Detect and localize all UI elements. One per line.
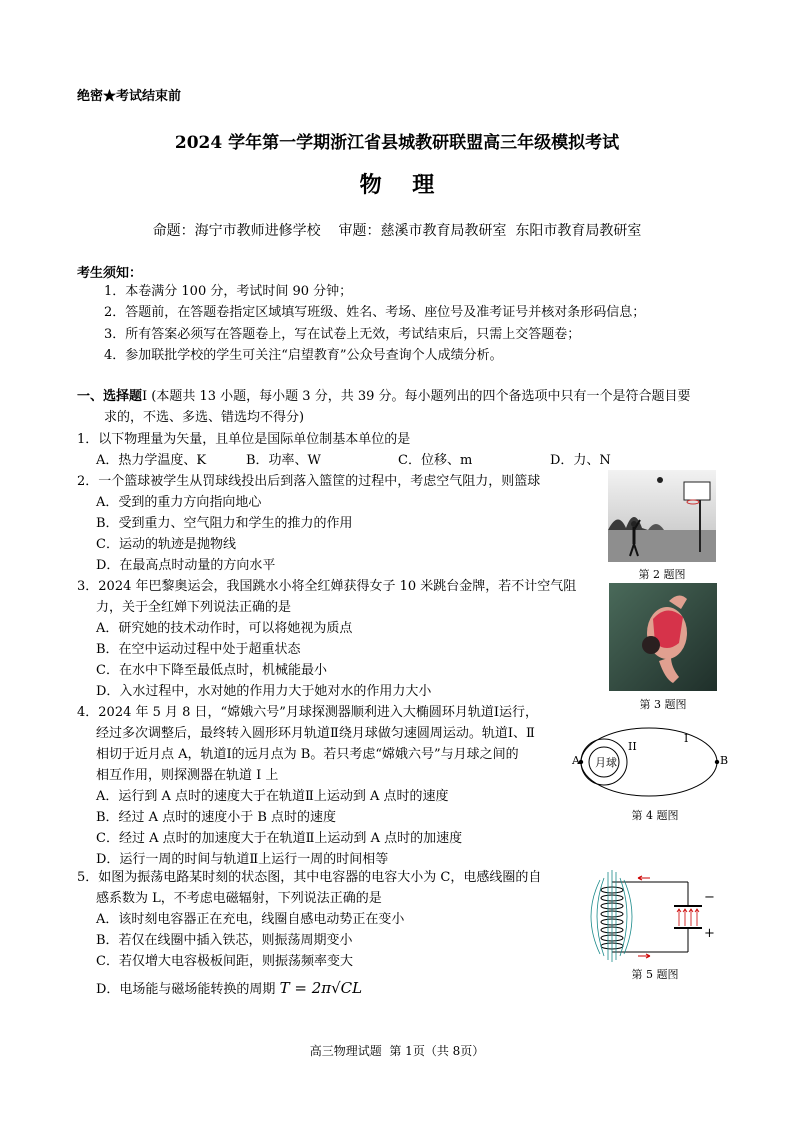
q2-option-d: D．在最高点时动量的方向水平: [96, 558, 276, 573]
notice-item-1: 1．本卷满分 100 分，考试时间 90 分钟；: [104, 284, 353, 299]
q4-option-c: C．经过 A 点时的加速度大于在轨道Ⅱ上运动到 A 点时的加速度: [96, 831, 463, 846]
point-b-label: B: [720, 754, 729, 767]
q5-option-c: C．若仅增大电容极板间距，则振荡频率变大: [96, 954, 353, 969]
notice-heading: 考生须知：: [77, 266, 143, 281]
q2-option-c: C．运动的轨迹是抛物线: [96, 537, 236, 552]
q4-option-a: A．运行到 A 点时的速度大于在轨道Ⅱ上运动到 A 点时的速度: [96, 789, 449, 804]
q1-stem: 1．以下物理量为矢量，且单位是国际单位制基本单位的是: [77, 432, 411, 447]
q5-option-b: B．若仅在线圈中插入铁芯，则振荡周期变小: [96, 933, 353, 948]
q5-option-a: A．该时刻电容器正在充电，线圈自感电动势正在变小: [96, 912, 405, 927]
q5-stem-1: 5．如图为振荡电路某时刻的状态图，其中电容器的电容大小为 C，电感线圈的自: [77, 870, 542, 885]
q3-option-c: C．在水中下降至最低点时，机械能最小: [96, 663, 327, 678]
point-a-label: A: [572, 754, 580, 767]
moon-label: 月球: [595, 756, 617, 769]
section-desc-2: 求的，不选、多选、错选均不得分): [104, 410, 305, 425]
q2-option-a: A．受到的重力方向指向地心: [96, 495, 262, 510]
notice-item-2: 2．答题前，在答题卷指定区域填写班级、姓名、考场、座位号及准考证号并核对条形码信息；: [104, 305, 646, 320]
q5-circuit-diagram: [590, 868, 720, 962]
orbit-2-label: II: [628, 740, 637, 753]
q3-option-b: B．在空中运动过程中处于超重状态: [96, 642, 301, 657]
orbit-1-label: I: [684, 732, 689, 745]
q4-option-b: B．经过 A 点时的速度小于 B 点时的速度: [96, 810, 337, 825]
exam-title: 2024 学年第一学期浙江省县城教研联盟高三年级模拟考试: [174, 133, 620, 153]
notice-item-3: 3．所有答案必须写在答题卷上，写在试卷上无效，考试结束后，只需上交答题卷；: [104, 327, 581, 342]
q4-stem-3: 相切于近月点 A，轨道Ⅰ的远月点为 B。若只考虑“嫦娥六号”与月球之间的: [96, 747, 519, 762]
q4-stem-1: 4．2024 年 5 月 8 日，“嫦娥六号”月球探测器顺利进入大椭圆环月轨道Ⅰ运行，: [77, 705, 538, 720]
q5-option-d: D．电场能与磁场能转换的周期 T = 2π√CL: [96, 979, 363, 997]
q3-stem-2: 力，关于全红婵下列说法正确的是: [96, 600, 292, 615]
q3-stem-1: 3．2024 年巴黎奥运会，我国跳水小将全红婵获得女子 10 米跳台金牌，若不计空气阻: [77, 579, 577, 594]
notice-item-4: 4．参加联批学校的学生可关注“启望教育”公众号查询个人成绩分析。: [104, 348, 503, 363]
q1-option-d: D．力、N: [550, 453, 611, 468]
q3-option-d: D．入水过程中，水对她的作用力大于她对水的作用力大小: [96, 684, 432, 699]
q3-caption: 第 3 题图: [639, 698, 687, 711]
period-formula: T = 2π√CL: [279, 979, 363, 997]
q2-figure: [608, 470, 716, 562]
secret-label: 绝密★考试结束前: [77, 89, 182, 104]
subject-title: 物 理: [359, 172, 435, 198]
page-footer: 高三物理试题 第 1页（共 8页）: [309, 1044, 485, 1058]
q2-caption: 第 2 题图: [638, 568, 686, 581]
q4-stem-4: 相互作用，则探测器在轨道 I 上: [96, 768, 279, 783]
q5-stem-2: 感系数为 L，不考虑电磁辐射，下列说法正确的是: [96, 891, 382, 906]
q1-option-c: C．位移、m: [398, 453, 473, 468]
q3-figure: [609, 583, 717, 691]
q4-stem-2: 经过多次调整后，最终转入圆形环月轨道Ⅱ绕月球做匀速圆周运动。轨道Ⅰ、Ⅱ: [96, 726, 535, 741]
point-b: [715, 760, 719, 764]
authors-line: 命题：海宁市教师进修学校 审题：慈溪市教育局教研室 东阳市教育局教研室: [152, 223, 642, 239]
section-heading: 一、选择题I (本题共 13 小题，每小题 3 分，共 39 分。每小题列出的四个备选项中只有一个是符合题目要: [77, 389, 691, 404]
minus-sign: −: [704, 890, 715, 905]
q5-caption: 第 5 题图: [631, 968, 679, 981]
q3-option-a: A．研究她的技术动作时，可以将她视为质点: [96, 621, 353, 636]
q1-option-a: A．热力学温度、K: [96, 453, 207, 468]
q2-stem: 2．一个篮球被学生从罚球线投出后到落入篮筐的过程中，考虑空气阻力，则篮球: [77, 474, 541, 489]
q1-option-b: B．功率、W: [246, 453, 321, 468]
plus-sign: +: [704, 926, 715, 941]
q2-option-b: B．受到重力、空气阻力和学生的推力的作用: [96, 516, 353, 531]
q4-caption: 第 4 题图: [631, 809, 679, 822]
q4-option-d: D．运行一周的时间与轨道Ⅱ上运行一周的时间相等: [96, 852, 389, 867]
q4-orbit-diagram: [568, 720, 730, 808]
